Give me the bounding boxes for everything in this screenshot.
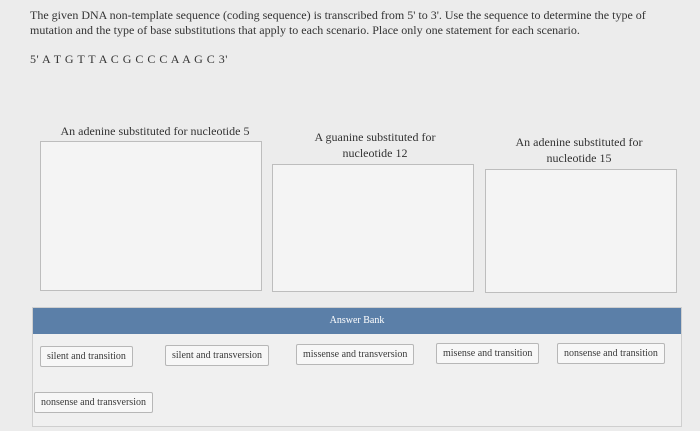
answer-chip-misense-transition[interactable]: misense and transition [436,343,539,364]
dna-sequence: 5' A T G T T A C G C C C A A G C 3' [30,52,228,66]
answer-chip-silent-transition[interactable]: silent and transition [40,346,133,367]
dropzone-nucleotide-15[interactable] [485,169,677,293]
answer-chip-silent-transversion[interactable]: silent and transversion [165,345,269,366]
answer-chip-missense-transversion[interactable]: missense and transversion [296,344,414,365]
target-label-nucleotide-12: A guanine substituted for nucleotide 12 [314,130,436,160]
target-label-nucleotide-5: An adenine substituted for nucleotide 5 [60,124,250,138]
answer-chip-nonsense-transition[interactable]: nonsense and transition [557,343,665,364]
question-text: The given DNA non-template sequence (coding sequence) is transcribed from 5' to 3'. Use the sequence to determine the type of mutation and the type of base substitutions that apply to each scenario. Place only one statement for each scenario. [30,8,646,37]
answer-bank-title: Answer Bank [33,308,681,334]
dropzone-nucleotide-12[interactable] [272,164,474,292]
dropzone-nucleotide-5[interactable] [40,141,262,291]
answer-chip-nonsense-transversion[interactable]: nonsense and transversion [34,392,153,413]
target-label-nucleotide-15: An adenine substituted for nucleotide 15 [515,135,643,165]
